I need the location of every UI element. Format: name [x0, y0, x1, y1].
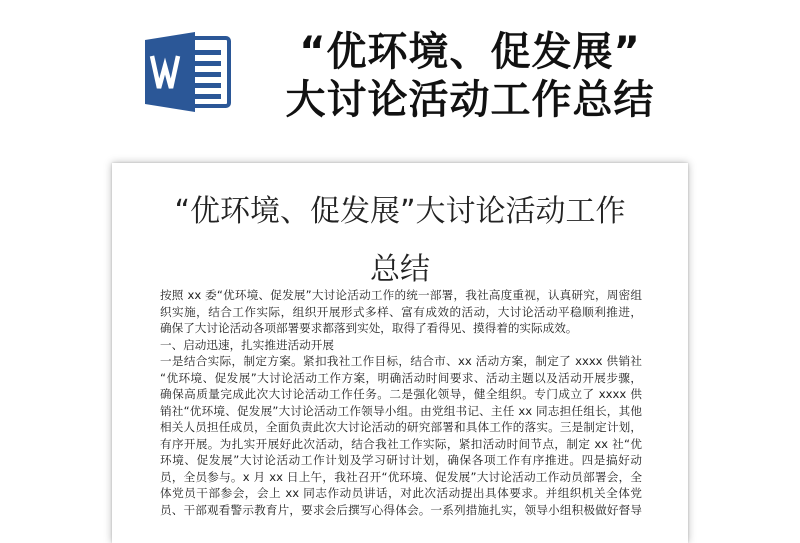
body-line: 确保高质量完成此次大讨论活动工作任务。二是强化领导，健全组织。专门成立了 xxxx 供: [160, 387, 642, 401]
document-title-line1: “优环境、促发展”大讨论活动工作: [174, 194, 626, 229]
document-title: [112, 183, 688, 299]
document-page: [112, 163, 688, 543]
body-line: 有序开展。为扎实开展好此次活动，结合我社工作实际，紧扣活动时间节点，制定 xx 社“优: [160, 436, 642, 451]
body-line: 环境、促发展”大讨论活动工作计划及学习研讨计划，确保各项工作有序推进。四是搞好动: [160, 453, 642, 467]
body-line: 确保了大讨论活动各项部署要求都落到实处，取得了看得见、摸得着的实际成效。: [160, 321, 578, 335]
body-line: “优环境、促发展”大讨论活动工作方案，明确活动时间要求、活动主题以及活动开展步骤，: [160, 370, 642, 385]
body-line: 织实施，结合工作实际，组织开展形式多样、富有成效的活动，大讨论活动平稳顺利推进，: [160, 304, 642, 319]
header-title-line1: “优环境、促发展”: [299, 29, 641, 75]
section-heading: 一、启动迅速，扎实推进活动开展: [160, 337, 334, 352]
body-line: 一是结合实际，制定方案。紧扣我社工作目标，结合市、xx 活动方案，制定了 xxxx 供销社: [160, 354, 642, 368]
body-line: 按照 xx 委“优环境、促发展”大讨论活动工作的统一部署，我社高度重视，认真研究，周密组: [160, 288, 642, 302]
body-line: 员，全员参与。x 月 xx 日上午，我社召开“优环境、促发展”大讨论活动工作动员部署会，全: [160, 469, 642, 484]
header-banner: [0, 0, 800, 150]
body-line: 体党员干部参会，会上 xx 同志作动员讲话，对此次活动提出具体要求。并组织机关全体党: [160, 486, 642, 500]
document-title-line2: 总结: [370, 252, 430, 287]
document-body: [160, 287, 642, 518]
body-line: 员、干部观看警示教育片，要求会后撰写心得体会。一系列措施扎实，领导小组积极做好督导: [160, 502, 642, 517]
word-icon: [143, 30, 233, 114]
body-line: 销社“优环境、促发展”大讨论活动工作领导小组。由党组书记、主任 xx 同志担任组长，其他: [160, 403, 642, 418]
body-line: 相关人员担任成员，全面负责此次大讨论活动的研究部署和具体工作的落实。三是制定计划，: [160, 420, 642, 434]
header-title: [250, 28, 690, 124]
header-title-line2: 大讨论活动工作总结: [285, 77, 655, 123]
